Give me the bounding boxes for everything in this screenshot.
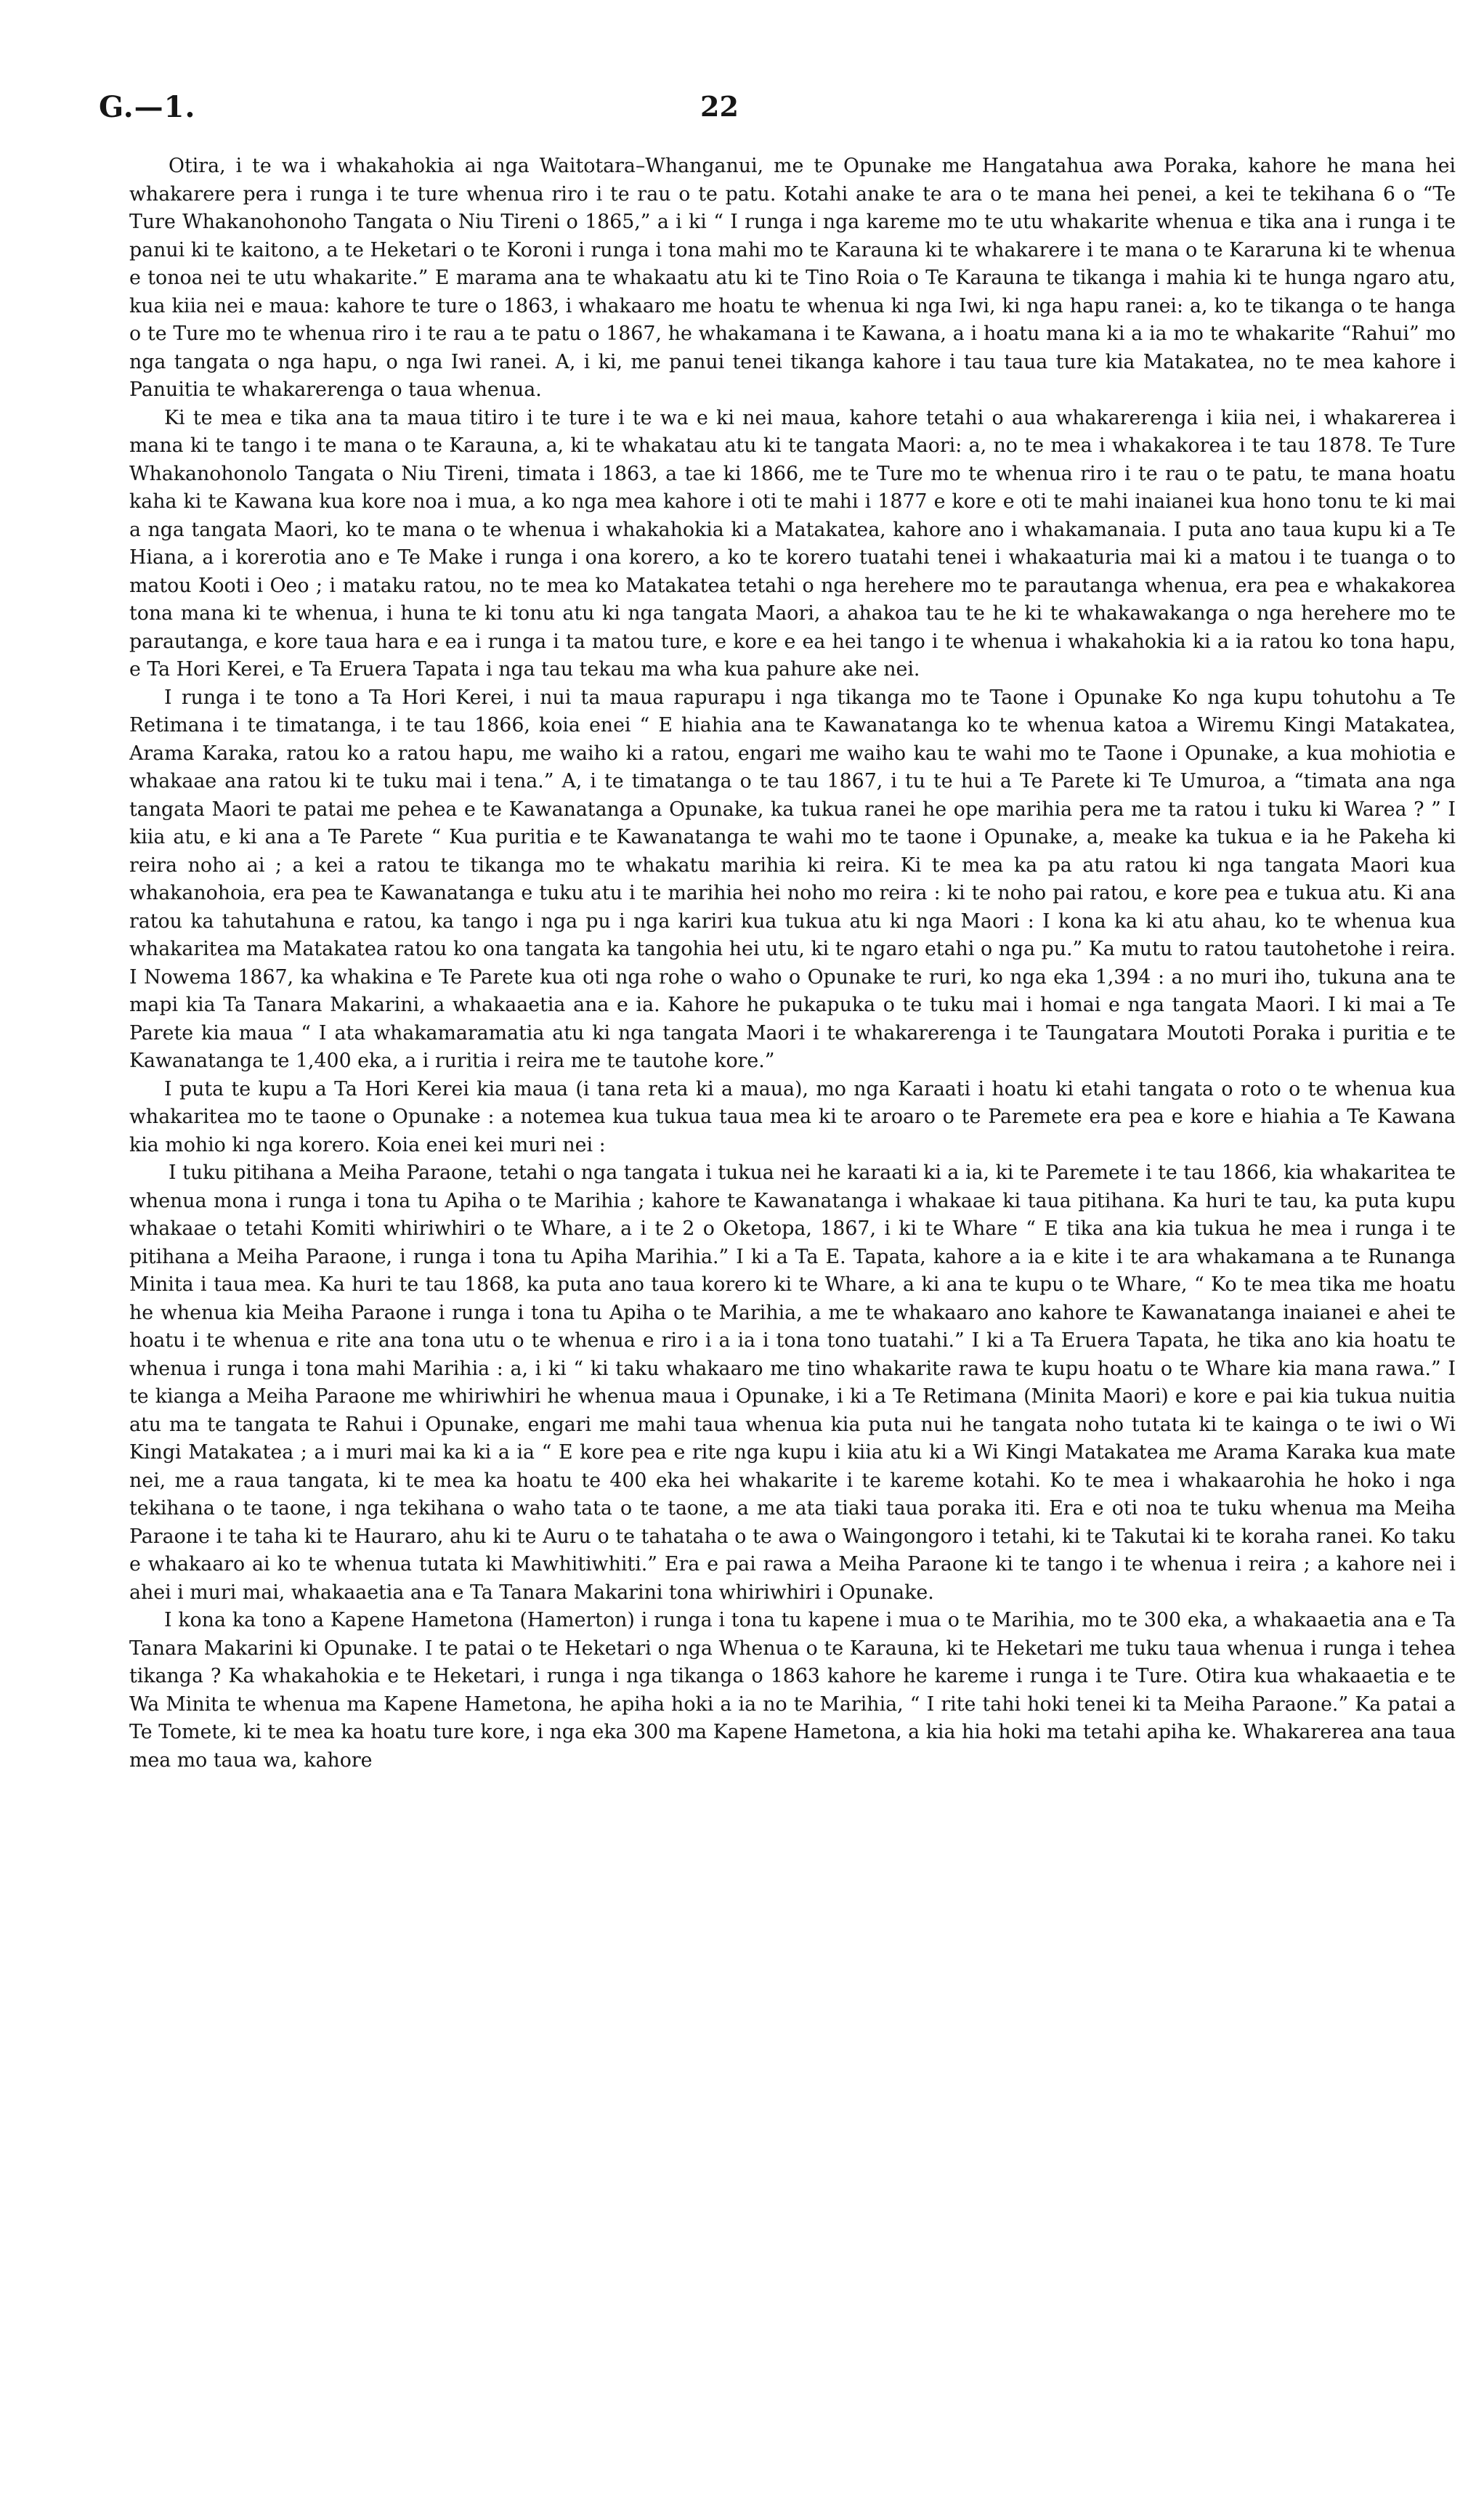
paragraph: Otira, i te wa i whakahokia ai nga Waitotara–Whanganui, me te Opunake me Hangatahua awa Poraka, kahore he mana hei whakarere pera i runga i te ture whenua riro i te rau o te patu. Kotahi anake te ara o te mana hei penei, a kei te tekihana 6 o “Te Ture Whakanohonoho Tangata o Niu Tireni o 1865,” a i ki “ I runga i nga kareme mo te utu whakarite whenua e tika ana i runga i te panui ki te kaitono, a te Heketari o te Koroni i runga i tona mahi mo te Karauna ki te whakarere i te mana o te Kararuna ki te whenua e tonoa nei te utu whakarite.” E marama ana te whakaatu atu ki te Tino Roia o Te Karauna te tikanga i mahia ki te hunga ngaro atu, kua kiia nei e maua: kahore te ture o 1863, i whakaaro me hoatu te whenua ki nga Iwi, ki nga hapu ranei: a, ko te tikanga o te hanga o te Ture mo te whenua riro i te rau a te patu o 1867, he whakamana i te Kawana, a i hoatu mana ki a ia mo te whakarite “Rahui” mo nga tangata o nga hapu, o nga Iwi ranei. A, i ki, me panui tenei tikanga kahore i tau taua ture kia Matakatea, no te mea kahore i Panuitia te whakarerenga o taua whenua. bbox=[129, 155, 1456, 401]
paragraph: I kona ka tono a Kapene Hametona (Hamerton) i runga i tona tu kapene i mua o te Marihia, mo te 300 eka, a whakaaetia ana e Ta Tanara Makarini ki Opunake. I te patai o te Heketari o nga Whenua o te Karauna, ki te Heketari me tuku taua whenua i runga i tehea tikanga ? Ka whakahokia e te Heketari, i runga i nga tikanga o 1863 kahore he kareme i runga i te Ture. Otira kua whakaaetia e te Wa Minita te whenua ma Kapene Hametona, he apiha hoki a ia no te Marihia, “ I rite tahi hoki tenei ki ta Meiha Paraone.” Ka patai a Te Tomete, ki te mea ka hoatu ture kore, i nga eka 300 ma Kapene Hametona, a kia hia hoki ma tetahi apiha ke. Whakarerea ana taua mea mo taua wa, kahore bbox=[129, 1609, 1456, 1772]
paragraph: I puta te kupu a Ta Hori Kerei kia maua (i tana reta ki a maua), mo nga Karaati i hoatu ki etahi tangata o roto o te whenua kua whakaritea mo te taone o Opunake : a notemea kua tukua taua mea ki te aroaro o te Paremete era pea e kore e hiahia a Te Kawana kia mohio ki nga korero. Koia enei kei muri nei : bbox=[129, 1077, 1456, 1156]
paragraph: Ki te mea e tika ana ta maua titiro i te ture i te wa e ki nei maua, kahore tetahi o aua whakarerenga i kiia nei, i whakarerea i mana ki te tango i te mana o te Karauna, a, ki te whakatau atu ki te tangata Maori: a, no te mea i whakakorea i te tau 1878. Te Ture Whakanohonolo Tangata o Niu Tireni, timata i 1863, a tae ki 1866, me te Ture mo te whenua riro i te rau o te patu, te mana hoatu kaha ki te Kawana kua kore noa i mua, a ko nga mea kahore i oti te mahi i 1877 e kore e oti te mahi inaianei kua hono tonu te ki mai a nga tangata Maori, ko te mana o te whenua i whakahokia ki a Matakatea, kahore ano i whakamanaia. I puta ano taua kupu ki a Te Hiana, a i korerotia ano e Te Make i runga i ona korero, a ko te korero tuatahi tenei i whakaaturia mai ki a matou i te tuanga o to matou Kooti i Oeo ; i mataku ratou, no te mea ko Matakatea tetahi o nga herehere mo te parautanga whenua, era pea e whakakorea tona mana ki te whenua, i huna te ki tonu atu ki nga tangata Maori, a ahakoa tau te he ki te whakawakanga o nga herehere mo te parautanga, e kore taua hara e ea i runga i ta matou ture, e kore e ea hei tango i te whenua i whakahokia ki a ia ratou ko tona hapu, e Ta Hori Kerei, e Ta Eruera Tapata i nga tau tekau ma wha kua pahure ake nei. bbox=[129, 406, 1456, 681]
page-number: 22 bbox=[700, 90, 739, 123]
paragraph: I tuku pitihana a Meiha Paraone, tetahi o nga tangata i tukua nei he karaati ki a ia, ki te Paremete i te tau 1866, kia whakaritea te whenua mona i runga i tona tu Apiha o te Marihia ; kahore te Kawanatanga i whakaae ki taua pitihana. Ka huri te tau, ka puta kupu whakaae o tetahi Komiti whiriwhiri o te Whare, a i te 2 o Oketopa, 1867, i ki te Whare “ E tika ana kia tukua he mea i runga i te pitihana a Meiha Paraone, i runga i tona tu Apiha Marihia.” I ki a Ta E. Tapata, kahore a ia e kite i te ara whakamana a te Runanga Minita i taua mea. Ka huri te tau 1868, ka puta ano taua korero ki te Whare, a ki ana te kupu o te Whare, “ Ko te mea tika me hoatu he whenua kia Meiha Paraone i runga i tona tu Apiha o te Marihia, a me te whakaaro ano kahore te Kawanatanga inaianei e ahei te hoatu i te whenua e rite ana tona utu o te whenua e riro i a ia i tona tono tuatahi.” I ki a Ta Eruera Tapata, he tika ano kia hoatu te whenua i runga i tona mahi Marihia : a, i ki “ ki taku whakaaro me tino whakarite rawa te kupu hoatu o te Whare kia mana rawa.” I te kianga a Meiha Paraone me whiriwhiri he whenua maua i Opunake, i ki a Te Retimana (Minita Maori) e kore e pai kia tukua nuitia atu ma te tangata te Rahui i Opunake, engari me mahi taua whenua kia puta nui he tangata noho tutata ki te kainga o te iwi o Wi Kingi Matakatea ; a i muri mai ka ki a ia “ E kore pea e rite nga kupu i kiia atu ki a Wi Kingi Matakatea me Arama Karaka kua mate nei, me a raua tangata, ki te mea ka hoatu te 400 eka hei whakarite i te kareme kotahi. Ko te mea i whakaarohia he hoko i nga tekihana o te taone, i nga tekihana o waho tata o te taone, a me ata tiaki taua poraka iti. Era e oti noa te tuku whenua ma Meiha Paraone i te taha ki te Hauraro, ahu ki te Auru o te tahataha o te awa o Waingongoro i tetahi, ki te Takutai ki te koraha ranei. Ko taku e whakaaro ai ko te whenua tutata ki Mawhitiwhiti.” Era e pai rawa a Meiha Paraone ki te tango i te whenua i reira ; a kahore nei i ahei i muri mai, whakaaetia ana e Ta Tanara Makarini tona whiriwhiri i Opunake. bbox=[129, 1161, 1456, 1604]
paragraph: I runga i te tono a Ta Hori Kerei, i nui ta maua rapurapu i nga tikanga mo te Taone i Opunake Ko nga kupu tohutohu a Te Retimana i te timatanga, i te tau 1866, koia enei “ E hiahia ana te Kawanatanga ko te whenua katoa a Wiremu Kingi Matakatea, Arama Karaka, ratou ko a ratou hapu, me waiho ki a ratou, engari me waiho kau te wahi mo te Taone i Opunake, a kua mohiotia e whakaae ana ratou ki te tuku mai i tena.” A, i te timatanga o te tau 1867, i tu te hui a Te Parete ki Te Umuroa, a “timata ana nga tangata Maori te patai me pehea e te Kawanatanga a Opunake, ka tukua ranei he ope marihia pera me ta ratou i tuku ki Warea ? ” I kiia atu, e ki ana a Te Parete “ Kua puritia e te Kawanatanga te wahi mo te taone i Opunake, a, meake ka tukua e ia he Pakeha ki reira noho ai ; a kei a ratou te tikanga mo te whakatu marihia ki reira. Ki te mea ka pa atu ratou ki nga tangata Maori kua whakanohoia, era pea te Kawanatanga e tuku atu i te marihia hei noho mo reira : ki te noho pai ratou, e kore pea e tukua atu. Ki ana ratou ka tahutahuna e ratou, ka tango i nga pu i nga kariri kua tukua atu ki nga Maori : I kona ka ki atu ahau, ko te whenua kua whakaritea ma Matakatea ratou ko ona tangata ka tangohia hei utu, ki te ngaro etahi o nga pu.” Ka mutu to ratou tautohetohe i reira. I Nowema 1867, ka whakina e Te Parete kua oti nga rohe o waho o Opunake te ruri, ko nga eka 1,394 : a no muri iho, tukuna ana te mapi kia Ta Tanara Makarini, a whakaaetia ana e ia. Kahore he pukapuka o te tuku mai i homai e nga tangata Maori. I ki mai a Te Parete kia maua “ I ata whakamaramatia atu ki nga tangata Maori i te whakarerenga i te Taungatara Moutoti Poraka i puritia e te Kawanatanga te 1,400 eka, a i ruritia i reira me te tautohe kore.” bbox=[129, 686, 1456, 1072]
page-header bbox=[99, 90, 1464, 134]
series-code: G.—1. bbox=[99, 90, 196, 124]
body-text bbox=[129, 153, 1456, 2491]
